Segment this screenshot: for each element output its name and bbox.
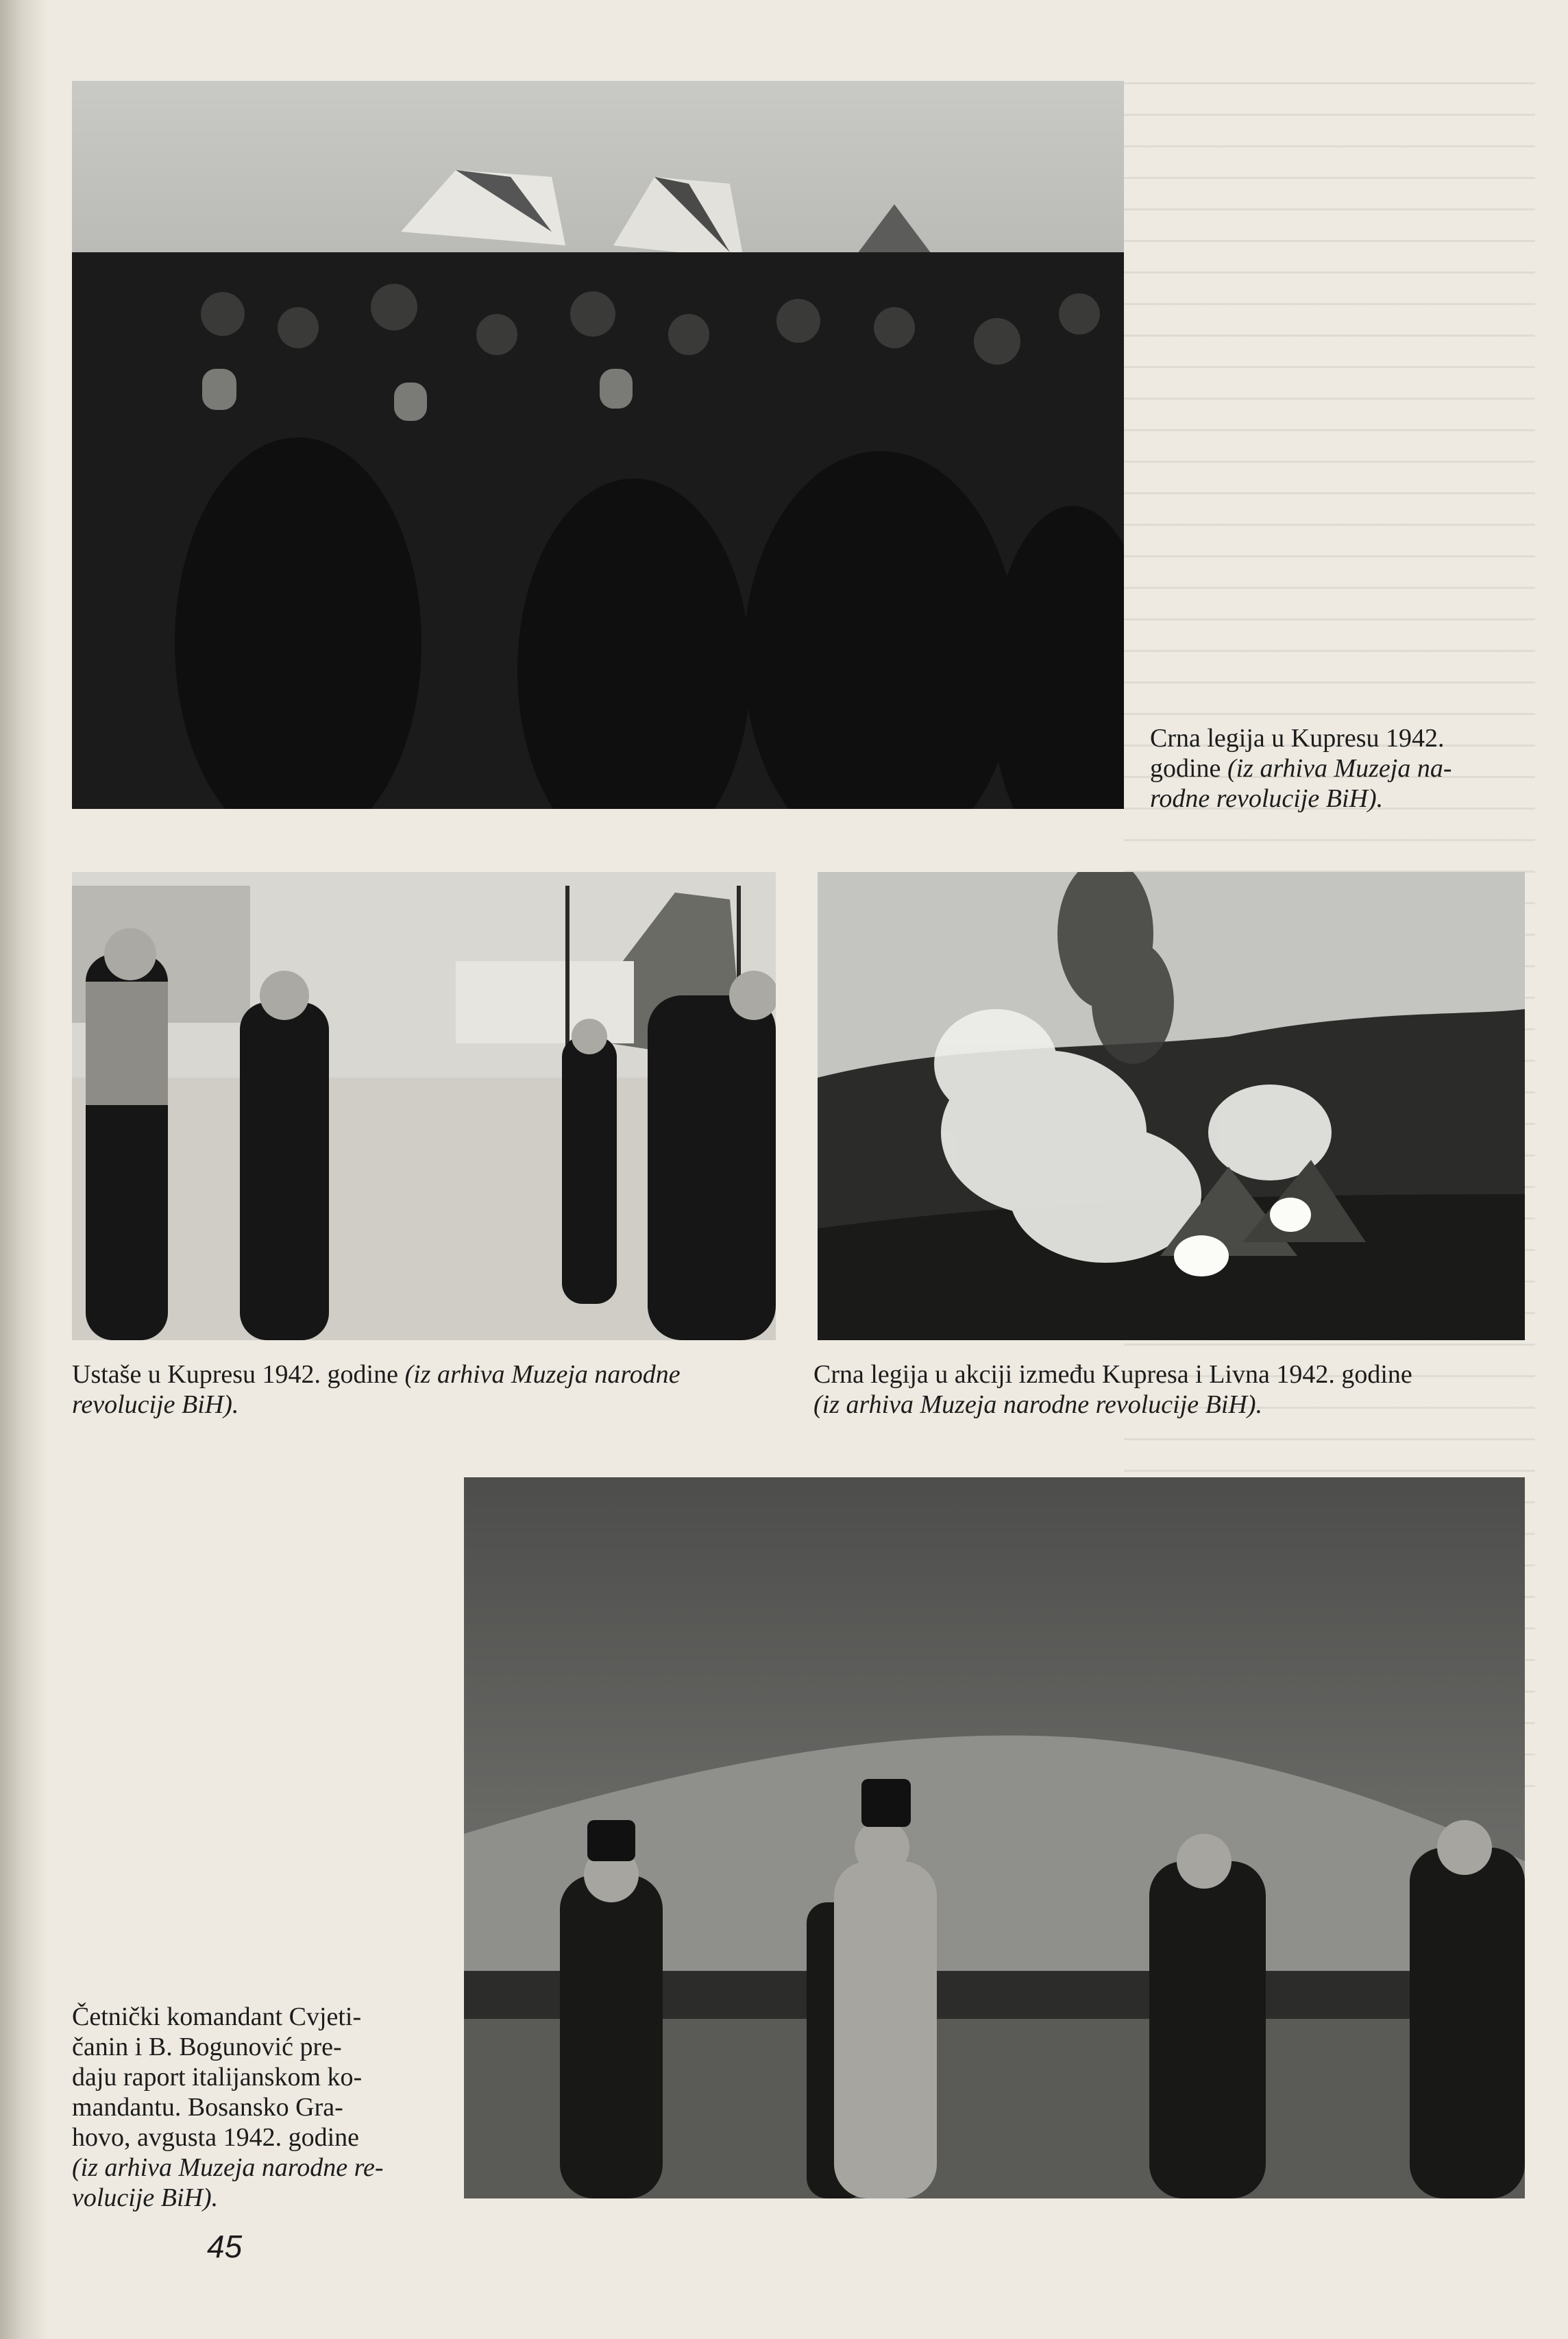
caption-1-line-2: godine xyxy=(1150,754,1227,783)
caption-photo-2 xyxy=(72,1359,785,1420)
photo-cetnicki-komandant xyxy=(464,1477,1525,2198)
photo-crna-legija-kupres xyxy=(72,81,1124,809)
caption-3-line-1: Crna legija u akciji između Kupresa i Livna 1942. godine xyxy=(813,1360,1412,1389)
caption-photo-4 xyxy=(72,2002,432,2213)
caption-4-line-5: hovo, avgusta 1942. godine xyxy=(72,2123,360,2152)
photo-crna-legija-akcija xyxy=(818,872,1525,1340)
caption-4-line-4: mandantu. Bosansko Gra- xyxy=(72,2093,343,2122)
caption-2-line-1-source: (iz arhiva Muzeja narodne xyxy=(404,1360,681,1389)
caption-2-line-1: Ustaše u Kupresu 1942. godine xyxy=(72,1360,405,1389)
caption-4-line-1: Četnički komandant Cvjeti- xyxy=(72,2002,362,2031)
caption-photo-1 xyxy=(1150,723,1521,814)
photo-ustase-kupres xyxy=(72,872,776,1340)
book-gutter-shadow xyxy=(0,0,48,2339)
caption-1-line-1: Crna legija u Kupresu 1942. xyxy=(1150,724,1445,753)
caption-photo-3 xyxy=(813,1359,1540,1420)
page-number: 45 xyxy=(207,2229,243,2264)
caption-4-line-6: (iz arhiva Muzeja narodne re- xyxy=(72,2153,384,2182)
caption-1-line-2-source: (iz arhiva Muzeja na- xyxy=(1227,754,1452,783)
caption-4-line-3: daju raport italijanskom ko- xyxy=(72,2063,363,2092)
caption-4-line-7: volucije BiH). xyxy=(72,2183,219,2212)
caption-4-line-2: čanin i B. Bogunović pre- xyxy=(72,2033,342,2061)
caption-3-line-2: (iz arhiva Muzeja narodne revolucije BiH). xyxy=(813,1390,1263,1419)
caption-2-line-2: revolucije BiH). xyxy=(72,1390,239,1419)
caption-1-line-3: rodne revolucije BiH). xyxy=(1150,784,1384,813)
